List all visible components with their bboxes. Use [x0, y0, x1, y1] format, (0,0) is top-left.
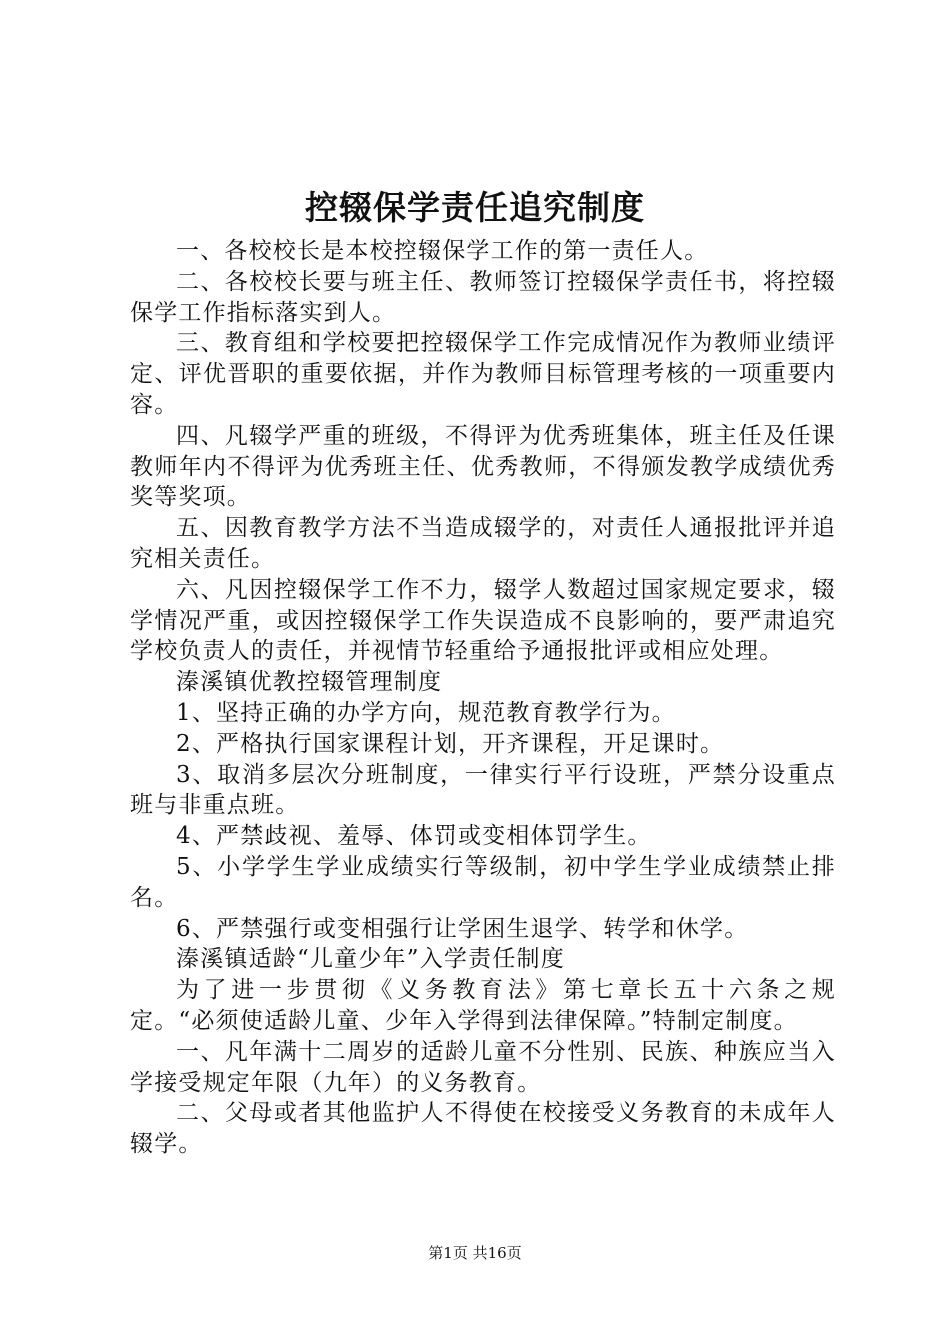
paragraph: 二、父母或者其他监护人不得使在校接受义务教育的未成年人辍学。: [130, 1100, 836, 1158]
paragraph: 一、凡年满十二周岁的适龄儿童不分性别、民族、种族应当入学接受规定年限（九年）的义务教育。: [130, 1038, 836, 1096]
paragraph: 1、坚持正确的办学方向，规范教育教学行为。: [176, 699, 676, 726]
paragraph: 二、各校校长要与班主任、教师签订控辍保学责任书，将控辍保学工作指标落实到人。: [130, 268, 836, 326]
paragraph: 六、凡因控辍保学工作不力，辍学人数超过国家规定要求，辍学情况严重，或因控辍保学工作失误造成不良影响的，要严肃追究学校负责人的责任，并视情节轻重给予通报批评或相应处理。: [130, 576, 836, 665]
paragraph: 2、严格执行国家课程计划，开齐课程，开足课时。: [176, 730, 725, 757]
paragraph: 为了进一步贯彻《义务教育法》第七章长五十六条之规定。“必须使适龄儿童、少年入学得到法律保障。”特制定制度。: [130, 977, 836, 1034]
paragraph: 五、因教育教学方法不当造成辍学的，对责任人通报批评并追究相关责任。: [130, 515, 836, 572]
page-footer: [0, 1243, 950, 1263]
page-indicator: 第1页 共16页: [428, 1244, 522, 1262]
document-title: 控辍保学责任追究制度: [305, 188, 645, 227]
paragraph: 4、严禁歧视、羞辱、体罚或变相体罚学生。: [176, 823, 652, 850]
document-body: [130, 236, 836, 1160]
paragraph: 三、教育组和学校要把控辍保学工作完成情况作为教师业绩评定、评优晋职的重要依据，并作为教师目标管理考核的一项重要内容。: [130, 330, 836, 418]
paragraph: 6、严禁强行或变相强行让学困生退学、转学和休学。: [176, 915, 749, 942]
paragraph: 5、小学学生学业成绩实行等级制，初中学生学业成绩禁止排名。: [130, 853, 836, 911]
paragraph: 四、凡辍学严重的班级，不得评为优秀班集体，班主任及任课教师年内不得评为优秀班主任、优秀教师，不得颁发教学成绩优秀奖等奖项。: [130, 422, 836, 511]
paragraph: 3、取消多层次分班制度，一律实行平行设班，严禁分设重点班与非重点班。: [130, 761, 836, 819]
section-heading: 溱溪镇优教控辍管理制度: [176, 669, 443, 696]
paragraph: 一、各校校长是本校控辍保学工作的第一责任人。: [176, 238, 709, 264]
section-heading: 溱溪镇适龄“儿童少年”入学责任制度: [176, 946, 565, 973]
